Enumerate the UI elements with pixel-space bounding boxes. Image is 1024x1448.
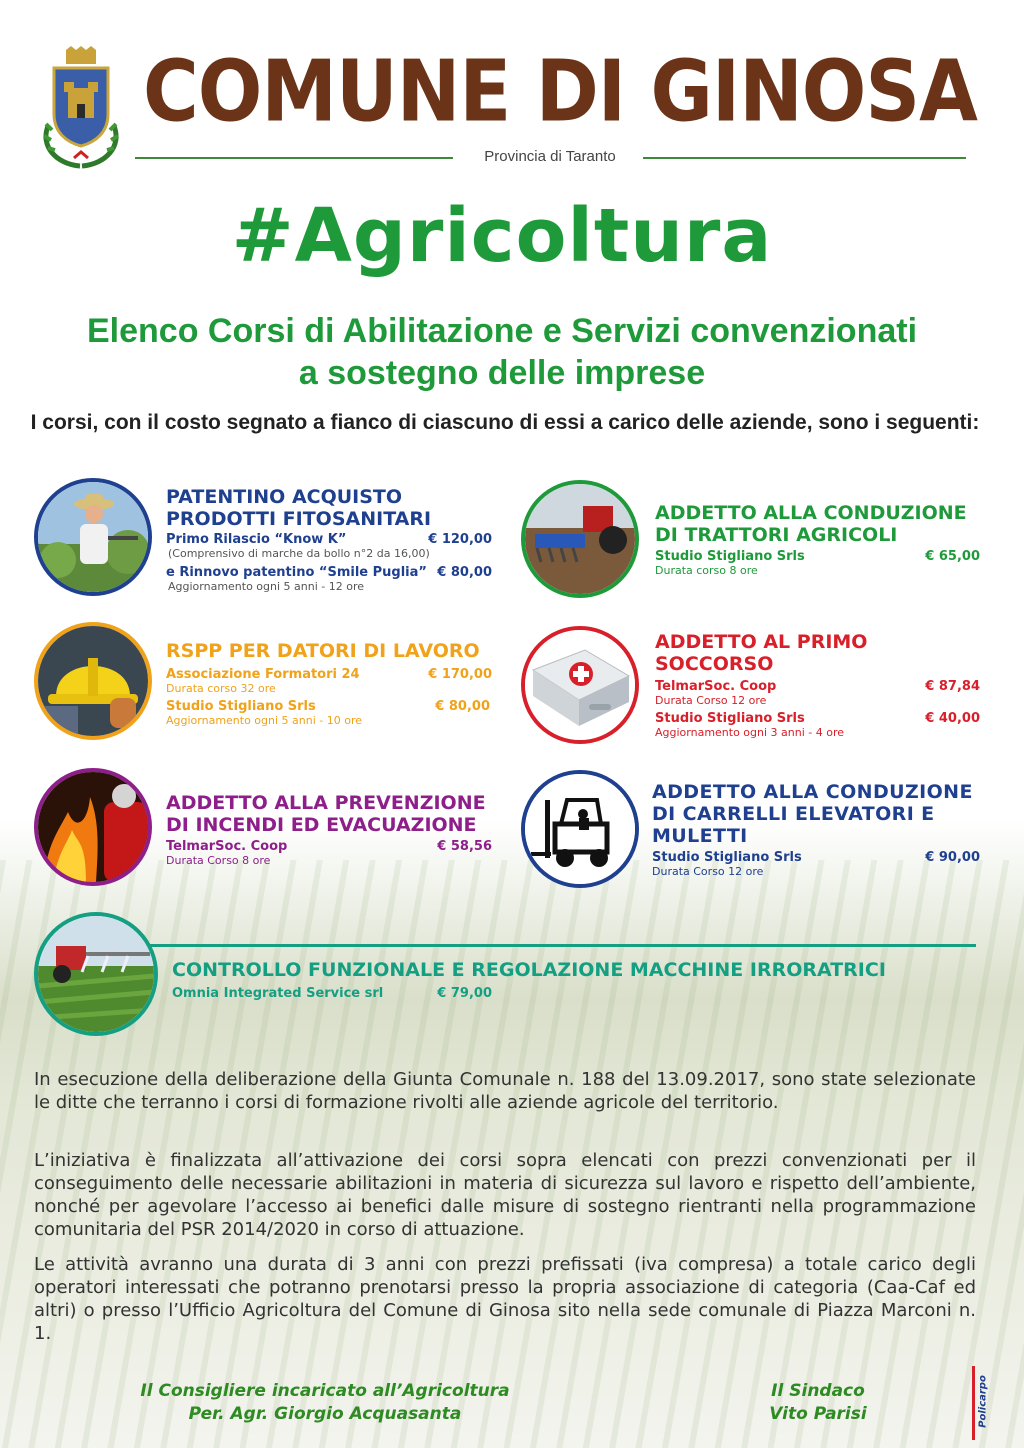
body-paragraph: Le attività avranno una durata di 3 anni con prezzi prefissati (iva compresa) a totale carico degli operatori interessati che potranno prenotarsi presso la propria associazione di categoria (Caa-Caf ed altri) o presso l’Ufficio Agricoltura del Comune di Ginosa sito nella sede comunale di Piazza Marconi n. 1. bbox=[34, 1254, 976, 1344]
course-title bbox=[652, 781, 973, 847]
course-title-line: MULETTI bbox=[652, 825, 748, 847]
printer-logo bbox=[972, 1366, 991, 1440]
sprayer-machine-photo bbox=[34, 912, 158, 1036]
province-label: Provincia di Taranto bbox=[484, 148, 616, 165]
subtitle-line: a sostegno delle imprese bbox=[298, 354, 706, 392]
course-note: Durata Corso 8 ore bbox=[166, 854, 271, 867]
hashtag-heading: #Agricoltura bbox=[231, 193, 773, 279]
course-price: € 170,00 bbox=[428, 667, 492, 682]
course-price: € 80,00 bbox=[437, 565, 492, 580]
forklift-icon bbox=[521, 770, 639, 888]
course-title-line: DI TRATTORI AGRICOLI bbox=[655, 524, 898, 546]
course-provider: Studio Stigliano Srls bbox=[655, 549, 805, 564]
tractor-photo bbox=[521, 480, 639, 598]
subtitle-line: Elenco Corsi di Abilitazione e Servizi convenzionati bbox=[86, 312, 918, 350]
course-price: € 90,00 bbox=[925, 850, 980, 865]
first-aid-kit-photo bbox=[521, 626, 639, 744]
course-note: Durata corso 8 ore bbox=[655, 564, 758, 577]
course-note: Aggiornamento ogni 5 anni - 10 ore bbox=[166, 714, 363, 727]
course-provider: Associazione Formatori 24 bbox=[166, 667, 360, 682]
signature-line: Per. Agr. Giorgio Acquasanta bbox=[188, 1404, 462, 1424]
course-title-line: SOCCORSO bbox=[655, 653, 774, 675]
course-note: Durata corso 32 ore bbox=[166, 682, 276, 695]
course-title bbox=[166, 486, 431, 530]
course-price: € 120,00 bbox=[428, 532, 492, 547]
course-title-line: ADDETTO ALLA CONDUZIONE bbox=[652, 781, 973, 803]
course-provider: Omnia Integrated Service srl bbox=[172, 986, 384, 1001]
course-provider: TelmarSoc. Coop bbox=[655, 679, 777, 694]
course-title-line: ADDETTO ALLA CONDUZIONE bbox=[655, 502, 967, 524]
hard-hat-photo bbox=[34, 622, 152, 740]
coat-of-arms-icon bbox=[36, 46, 126, 170]
course-provider: Primo Rilascio “Know K” bbox=[166, 532, 347, 547]
course-provider: TelmarSoc. Coop bbox=[166, 839, 288, 854]
course-note: Durata Corso 12 ore bbox=[652, 865, 764, 878]
course-provider: Studio Stigliano Srls bbox=[655, 711, 805, 726]
course-title-line: DI CARRELLI ELEVATORI E bbox=[652, 803, 935, 825]
divider-line bbox=[135, 157, 453, 159]
course-title: CONTROLLO FUNZIONALE E REGOLAZIONE MACCHINE IRRORATRICI bbox=[172, 959, 886, 981]
intro-text: I corsi, con il costo segnato a fianco di ciascuno di essi a carico delle aziende, sono i seguenti: bbox=[30, 411, 980, 434]
body-paragraph: L’iniziativa è finalizzata all’attivazione dei corsi sopra elencati con prezzi convenzionati per il conseguimento delle necessarie abilitazioni in materia di sicurezza sul lavoro e rispetto dell’ambiente, nonché per agevolare l’accesso ai benefici dalle misure di sostegno rientranti nella programmazione comunitaria del PSR 2014/2020 in corso di attuazione. bbox=[34, 1150, 976, 1240]
signature-line: Il Consigliere incaricato all’Agricoltura bbox=[140, 1381, 510, 1401]
course-price: € 40,00 bbox=[925, 711, 980, 726]
course-price: € 80,00 bbox=[435, 699, 490, 714]
divider-line bbox=[643, 157, 966, 159]
course-provider: Studio Stigliano Srls bbox=[166, 699, 316, 714]
firefighter-photo bbox=[34, 768, 152, 886]
signature-councillor bbox=[120, 1380, 530, 1426]
signature-mayor bbox=[760, 1380, 876, 1426]
course-title-line: ADDETTO AL PRIMO bbox=[655, 631, 868, 653]
course-title-line: DI INCENDI ED EVACUAZIONE bbox=[166, 814, 477, 836]
course-note: Aggiornamento ogni 3 anni - 4 ore bbox=[655, 726, 845, 739]
farmer-spraying-photo bbox=[34, 478, 152, 596]
course-price: € 79,00 bbox=[437, 986, 492, 1001]
course-price: € 58,56 bbox=[437, 839, 492, 854]
course-title bbox=[166, 792, 486, 836]
course-title-line: ADDETTO ALLA PREVENZIONE bbox=[166, 792, 486, 814]
course-title bbox=[655, 502, 967, 546]
course-title-line: PATENTINO ACQUISTO bbox=[166, 486, 403, 508]
course-price: € 65,00 bbox=[925, 549, 980, 564]
course-note: (Comprensivo di marche da bollo n°2 da 16,00) bbox=[168, 547, 430, 560]
course-price: € 87,84 bbox=[925, 679, 980, 694]
course-note: Durata Corso 12 ore bbox=[655, 694, 767, 707]
course-provider: e Rinnovo patentino “Smile Puglia” bbox=[166, 565, 427, 580]
course-note: Aggiornamento ogni 5 anni - 12 ore bbox=[168, 580, 365, 593]
page-title: COMUNE DI GINOSA bbox=[143, 41, 977, 141]
body-paragraph: In esecuzione della deliberazione della Giunta Comunale n. 188 del 13.09.2017, sono state selezionate le ditte che terranno i corsi di formazione rivolti alle aziende agricole del territorio. bbox=[34, 1069, 976, 1113]
divider-line bbox=[150, 944, 976, 947]
course-title bbox=[655, 631, 867, 675]
course-title: RSPP PER DATORI DI LAVORO bbox=[166, 640, 480, 662]
course-title-line: PRODOTTI FITOSANITARI bbox=[166, 508, 432, 530]
signature-line: Il Sindaco bbox=[771, 1381, 865, 1401]
course-provider: Studio Stigliano Srls bbox=[652, 850, 802, 865]
subtitle bbox=[0, 310, 1004, 394]
signature-line: Vito Parisi bbox=[769, 1404, 867, 1424]
printer-name: Policarpo bbox=[977, 1375, 989, 1428]
